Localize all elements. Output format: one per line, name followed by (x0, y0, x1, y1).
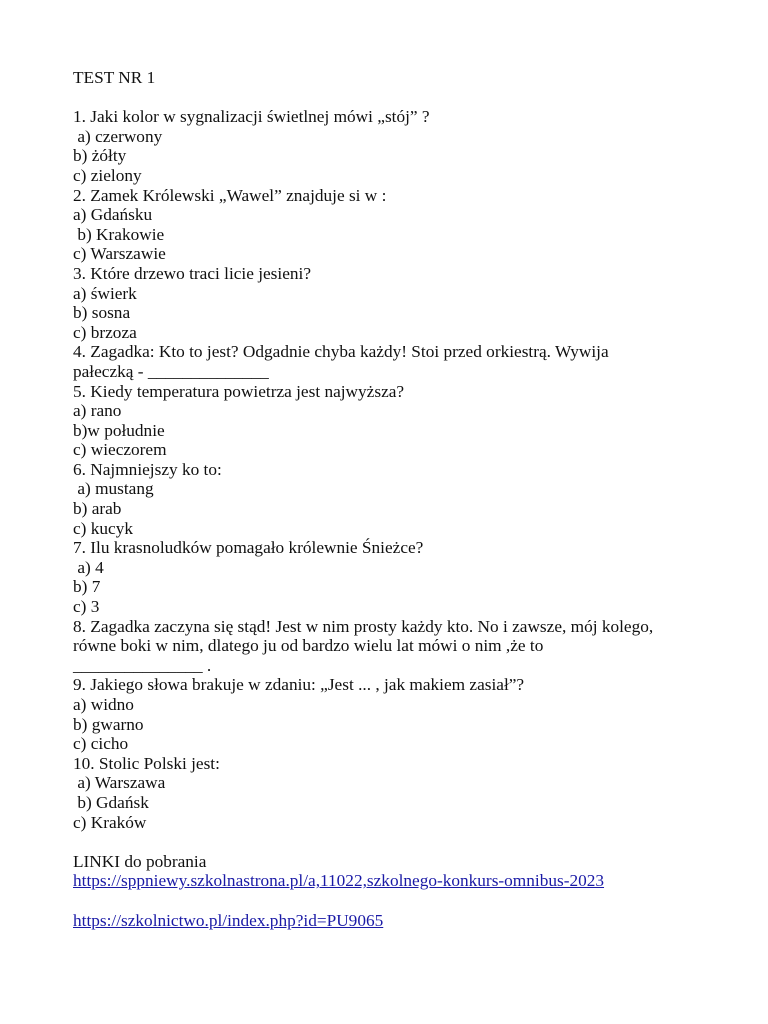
answer-option: c) brzoza (73, 322, 137, 342)
question-text: 4. Zagadka: Kto to jest? Odgadnie chyba każdy! Stoi przed orkiestrą. Wywija (73, 342, 609, 362)
answer-option: c) kucyk (73, 518, 133, 538)
question-text: 9. Jakiego słowa brakuje w zdaniu: „Jest ... , jak makiem zasiał”? (73, 675, 525, 695)
download-link-2[interactable]: https://szkolnictwo.pl/index.php?id=PU9065 (73, 910, 384, 930)
blank-line (73, 832, 703, 852)
question-text: 5. Kiedy temperatura powietrza jest najwyższa? (73, 381, 405, 401)
question-text: 2. Zamek Królewski „Wawel” znajduje si w : (73, 185, 387, 205)
question-text: 10. Stolic Polski jest: (73, 753, 220, 773)
answer-option: c) Kraków (73, 812, 147, 832)
question-block (73, 460, 703, 538)
answer-option: b) sosna (73, 303, 131, 323)
document-body (73, 68, 703, 930)
question-text: równe boki w nim, dlatego ju od bardzo wielu lat mówi o nim ,że to (73, 636, 544, 656)
question-text: 6. Najmniejszy ko to: (73, 459, 222, 479)
question-block (73, 186, 703, 264)
question-text: 7. Ilu krasnoludków pomagało królewnie Śnieżce? (73, 538, 424, 558)
question-block (73, 538, 703, 616)
question-block (73, 264, 703, 342)
answer-option: b) gwarno (73, 714, 144, 734)
answer-option: b) Gdańsk (73, 792, 149, 812)
answer-option: a) mustang (73, 479, 154, 499)
answer-option: c) cicho (73, 734, 129, 754)
question-block (73, 617, 703, 676)
question-list (73, 107, 703, 832)
answer-option: b) arab (73, 499, 122, 519)
answer-option: a) Warszawa (73, 773, 166, 793)
question-block (73, 107, 703, 185)
question-block (73, 382, 703, 460)
answer-option: a) rano (73, 401, 122, 421)
download-link-1[interactable]: https://sppniewy.szkolnastrona.pl/a,11022,szkolnego-konkurs-omnibus-2023 (73, 871, 605, 891)
answer-option: c) Warszawie (73, 244, 166, 264)
links-heading: LINKI do pobrania (73, 851, 207, 871)
question-text: _______________ . (73, 655, 212, 675)
question-text: 1. Jaki kolor w sygnalizacji świetlnej mówi „stój” ? (73, 107, 430, 127)
question-block (73, 754, 703, 832)
blank-line (73, 88, 703, 108)
answer-option: a) 4 (73, 557, 104, 577)
answer-option: b) 7 (73, 577, 101, 597)
answer-option: c) zielony (73, 165, 142, 185)
answer-option: b) żółty (73, 146, 127, 166)
answer-option: c) 3 (73, 597, 100, 617)
answer-option: a) Gdańsku (73, 205, 153, 225)
question-text: 8. Zagadka zaczyna się stąd! Jest w nim prosty każdy kto. No i zawsze, mój kolego, (73, 616, 654, 636)
question-text: pałeczką - ______________ (73, 361, 269, 381)
answer-option: b)w południe (73, 420, 165, 440)
answer-option: a) widno (73, 695, 134, 714)
question-text: 3. Które drzewo traci licie jesieni? (73, 263, 311, 283)
answer-option: a) świerk (73, 283, 137, 303)
answer-option: b) Krakowie (73, 224, 165, 244)
answer-option: a) czerwony (73, 126, 163, 146)
test-title: TEST NR 1 (73, 68, 156, 87)
question-block (73, 675, 703, 753)
blank-line (73, 891, 703, 911)
answer-option: c) wieczorem (73, 440, 167, 460)
question-block (73, 342, 703, 381)
